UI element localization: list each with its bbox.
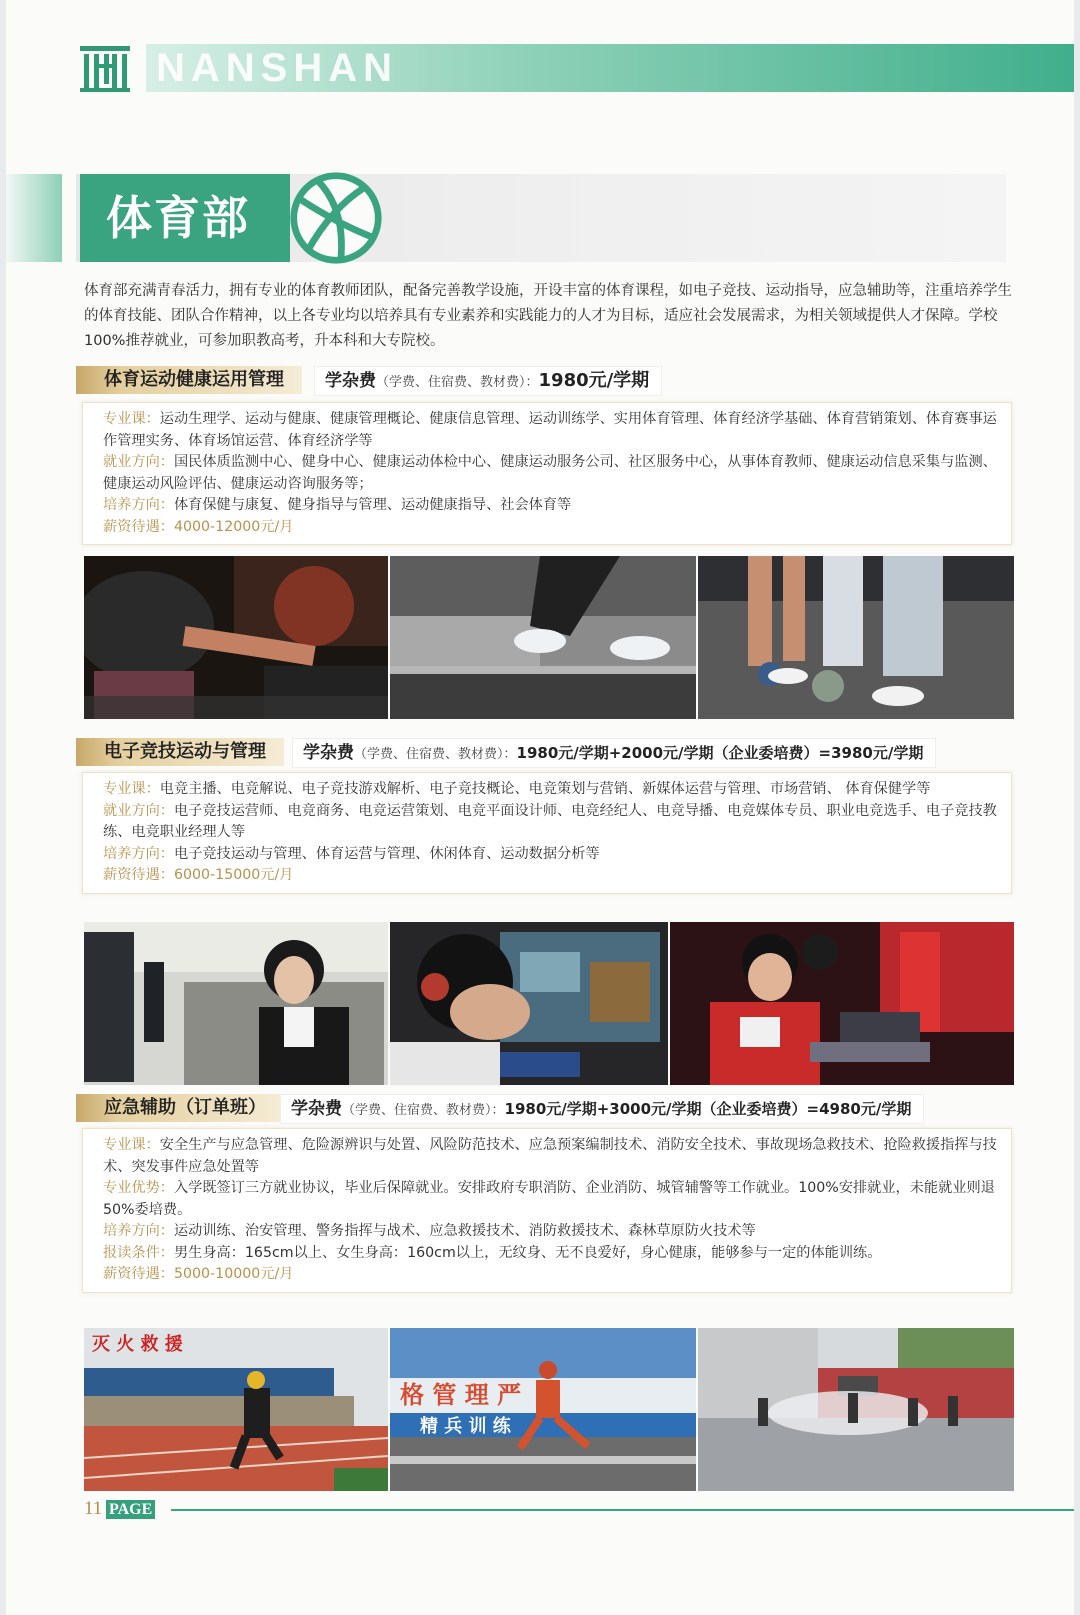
detail-label: 就业方向： [103, 802, 174, 819]
wall-sign-text: 格 管 理 严 [400, 1381, 522, 1409]
detail-label: 培养方向： [103, 497, 174, 513]
detail-label: 就业方向： [103, 454, 174, 470]
esports-team-photo [670, 922, 1014, 1085]
detail-label: 专业课： [103, 781, 160, 797]
program-name: 应急辅助（订单班） [76, 1094, 284, 1122]
detail-label: 培养方向： [103, 1223, 174, 1239]
fee-key: 学杂费 [303, 743, 354, 763]
detail-row [103, 1243, 997, 1265]
program-section [76, 366, 1006, 535]
program-section [76, 738, 1006, 883]
program-name: 体育运动健康运用管理 [76, 366, 302, 394]
computer-lab-photo [84, 922, 388, 1085]
drill-banner-text: 精 兵 训 练 [420, 1416, 511, 1437]
detail-text: 体育保健与康复、健身指导与管理、运动健康指导、社会体育等 [173, 497, 572, 513]
detail-label: 报读条件： [103, 1244, 174, 1261]
detail-text: 国民体质监测中心、健身中心、健康运动体检中心、健康运动服务公司、社区服务中心，从事体育教师、健康运动信息采集与监测、健康运动风险评估、健康运动咨询服务等； [103, 454, 997, 492]
detail-text: 安全生产与应急管理、危险源辨识与处置、风险防范技术、应急预案编制技术、消防安全技术、事故现场急救技术、抢险救援指挥与技术、突发事件应急处置等 [103, 1137, 997, 1175]
detail-row [103, 452, 997, 495]
detail-text: 电竞主播、电竞解说、电子竞技游戏解析、电子竞技概论、电竞策划与营销、新媒体运营与管理、市场营销、 体育保健学等 [159, 781, 931, 797]
fire-trucks-photo [698, 1328, 1014, 1491]
detail-row [103, 801, 997, 844]
detail-text: 入学既签订三方就业协议，毕业后保障就业。安排政府专职消防、企业消防、城管辅警等工作就业。100%安排就业，未能就业则退50%委培费。 [103, 1180, 995, 1218]
fee-value: 1980元/学期 [538, 370, 650, 391]
school-logo-icon [78, 42, 132, 94]
fee-sub: （学费、住宿费、教材费）： [376, 375, 539, 390]
detail-text: 电子竞技运动与管理、体育运营与管理、休闲体育、运动数据分析等 [173, 845, 600, 862]
page [6, 0, 1074, 1615]
detail-row [103, 844, 997, 866]
page-label: PAGE [106, 1500, 155, 1519]
program-section [76, 1094, 1006, 1437]
detail-label: 专业优势： [103, 1180, 174, 1196]
program-details [82, 1128, 1012, 1293]
program-fee [280, 1094, 924, 1124]
basketball-icon [288, 170, 384, 266]
detail-label: 薪资待遇： [103, 1266, 174, 1282]
footer-rule [171, 1509, 1074, 1511]
detail-row [103, 517, 997, 539]
detail-text: 电子竞技运营师、电竞商务、电竞运营策划、电竞平面设计师、电竞经纪人、电竞导播、电竞媒体专员、职业电竞选手、电子竞技教练、电竞职业经理人等 [103, 802, 997, 840]
detail-row [103, 495, 997, 517]
brand-text: NANSHAN [156, 46, 398, 90]
detail-label: 培养方向： [103, 845, 174, 862]
fee-value: 1980元/学期+3000元/学期（企业委培费）=4980元/学期 [504, 1100, 912, 1118]
department-title: 体育部 [106, 191, 250, 245]
program-fee [314, 366, 662, 396]
salary-text: 4000-12000元/月 [173, 518, 294, 535]
photo-strip [84, 922, 1014, 1085]
fee-sub: （学费、住宿费、教材费）： [354, 747, 517, 762]
firefighter-training-photo [390, 1328, 696, 1491]
side-accent [6, 174, 62, 262]
detail-row [103, 865, 997, 887]
spin-bike-photo [84, 556, 388, 719]
detail-text: 运动生理学、运动与健康、健康管理概论、健康信息管理、运动训练学、实用体育管理、体育经济学基础、体育营销策划、体育赛事运作管理实务、体育场馆运营、体育经济学等 [103, 411, 997, 449]
detail-text: 运动训练、治安管理、警务指挥与战术、应急救援技术、消防救援技术、森林草原防火技术等 [173, 1223, 756, 1239]
program-details [82, 772, 1012, 894]
fee-sub: （学费、住宿费、教材费）： [342, 1103, 505, 1118]
salary-text: 6000-15000元/月 [173, 867, 294, 883]
photo-strip [84, 1328, 1014, 1491]
department-intro: 体育部充满青春活力，拥有专业的体育教师团队，配备完善教学设施，开设丰富的体育课程，如电子竞技、运动指导，应急辅助等，注重培养学生的体育技能、团队合作精神，以上各专业均以培养具有专业素养和实践能力的人才为目标，适应社会发展需求，为相关领域提供人才保障。学校100%推荐就业，可参加职教高考，升本科和大专院校。 [84, 283, 1012, 349]
photo-strip [84, 556, 1014, 719]
gamer-headset-photo [390, 922, 668, 1085]
detail-text: 男生身高：165cm以上、女生身高：160cm以上，无纹身、无不良爱好，身心健康，能够参与一定的体能训练。 [173, 1244, 882, 1261]
detail-label: 薪资待遇： [103, 518, 174, 535]
fee-value: 1980元/学期+2000元/学期（企业委培费）=3980元/学期 [516, 744, 924, 762]
detail-label: 专业课： [103, 1137, 160, 1153]
detail-row [103, 1264, 997, 1286]
treadmill-photo [390, 556, 696, 719]
program-fee [292, 738, 936, 768]
detail-row [103, 779, 997, 801]
program-details [82, 402, 1012, 545]
fee-key: 学杂费 [291, 1099, 342, 1119]
detail-label: 专业课： [103, 411, 160, 427]
banner-text: 灭 火 救 援 [92, 1334, 183, 1355]
detail-label: 薪资待遇： [103, 867, 174, 883]
fee-key: 学杂费 [325, 371, 376, 391]
firefighter-track-photo [84, 1328, 388, 1491]
detail-row [103, 1221, 997, 1243]
program-name: 电子竞技运动与管理 [76, 738, 284, 766]
kettlebell-photo [698, 556, 1014, 719]
detail-row [103, 1178, 997, 1221]
detail-row [103, 409, 997, 452]
salary-text: 5000-10000元/月 [173, 1266, 294, 1282]
page-number: 11 [84, 1498, 103, 1519]
detail-row [103, 1135, 997, 1178]
